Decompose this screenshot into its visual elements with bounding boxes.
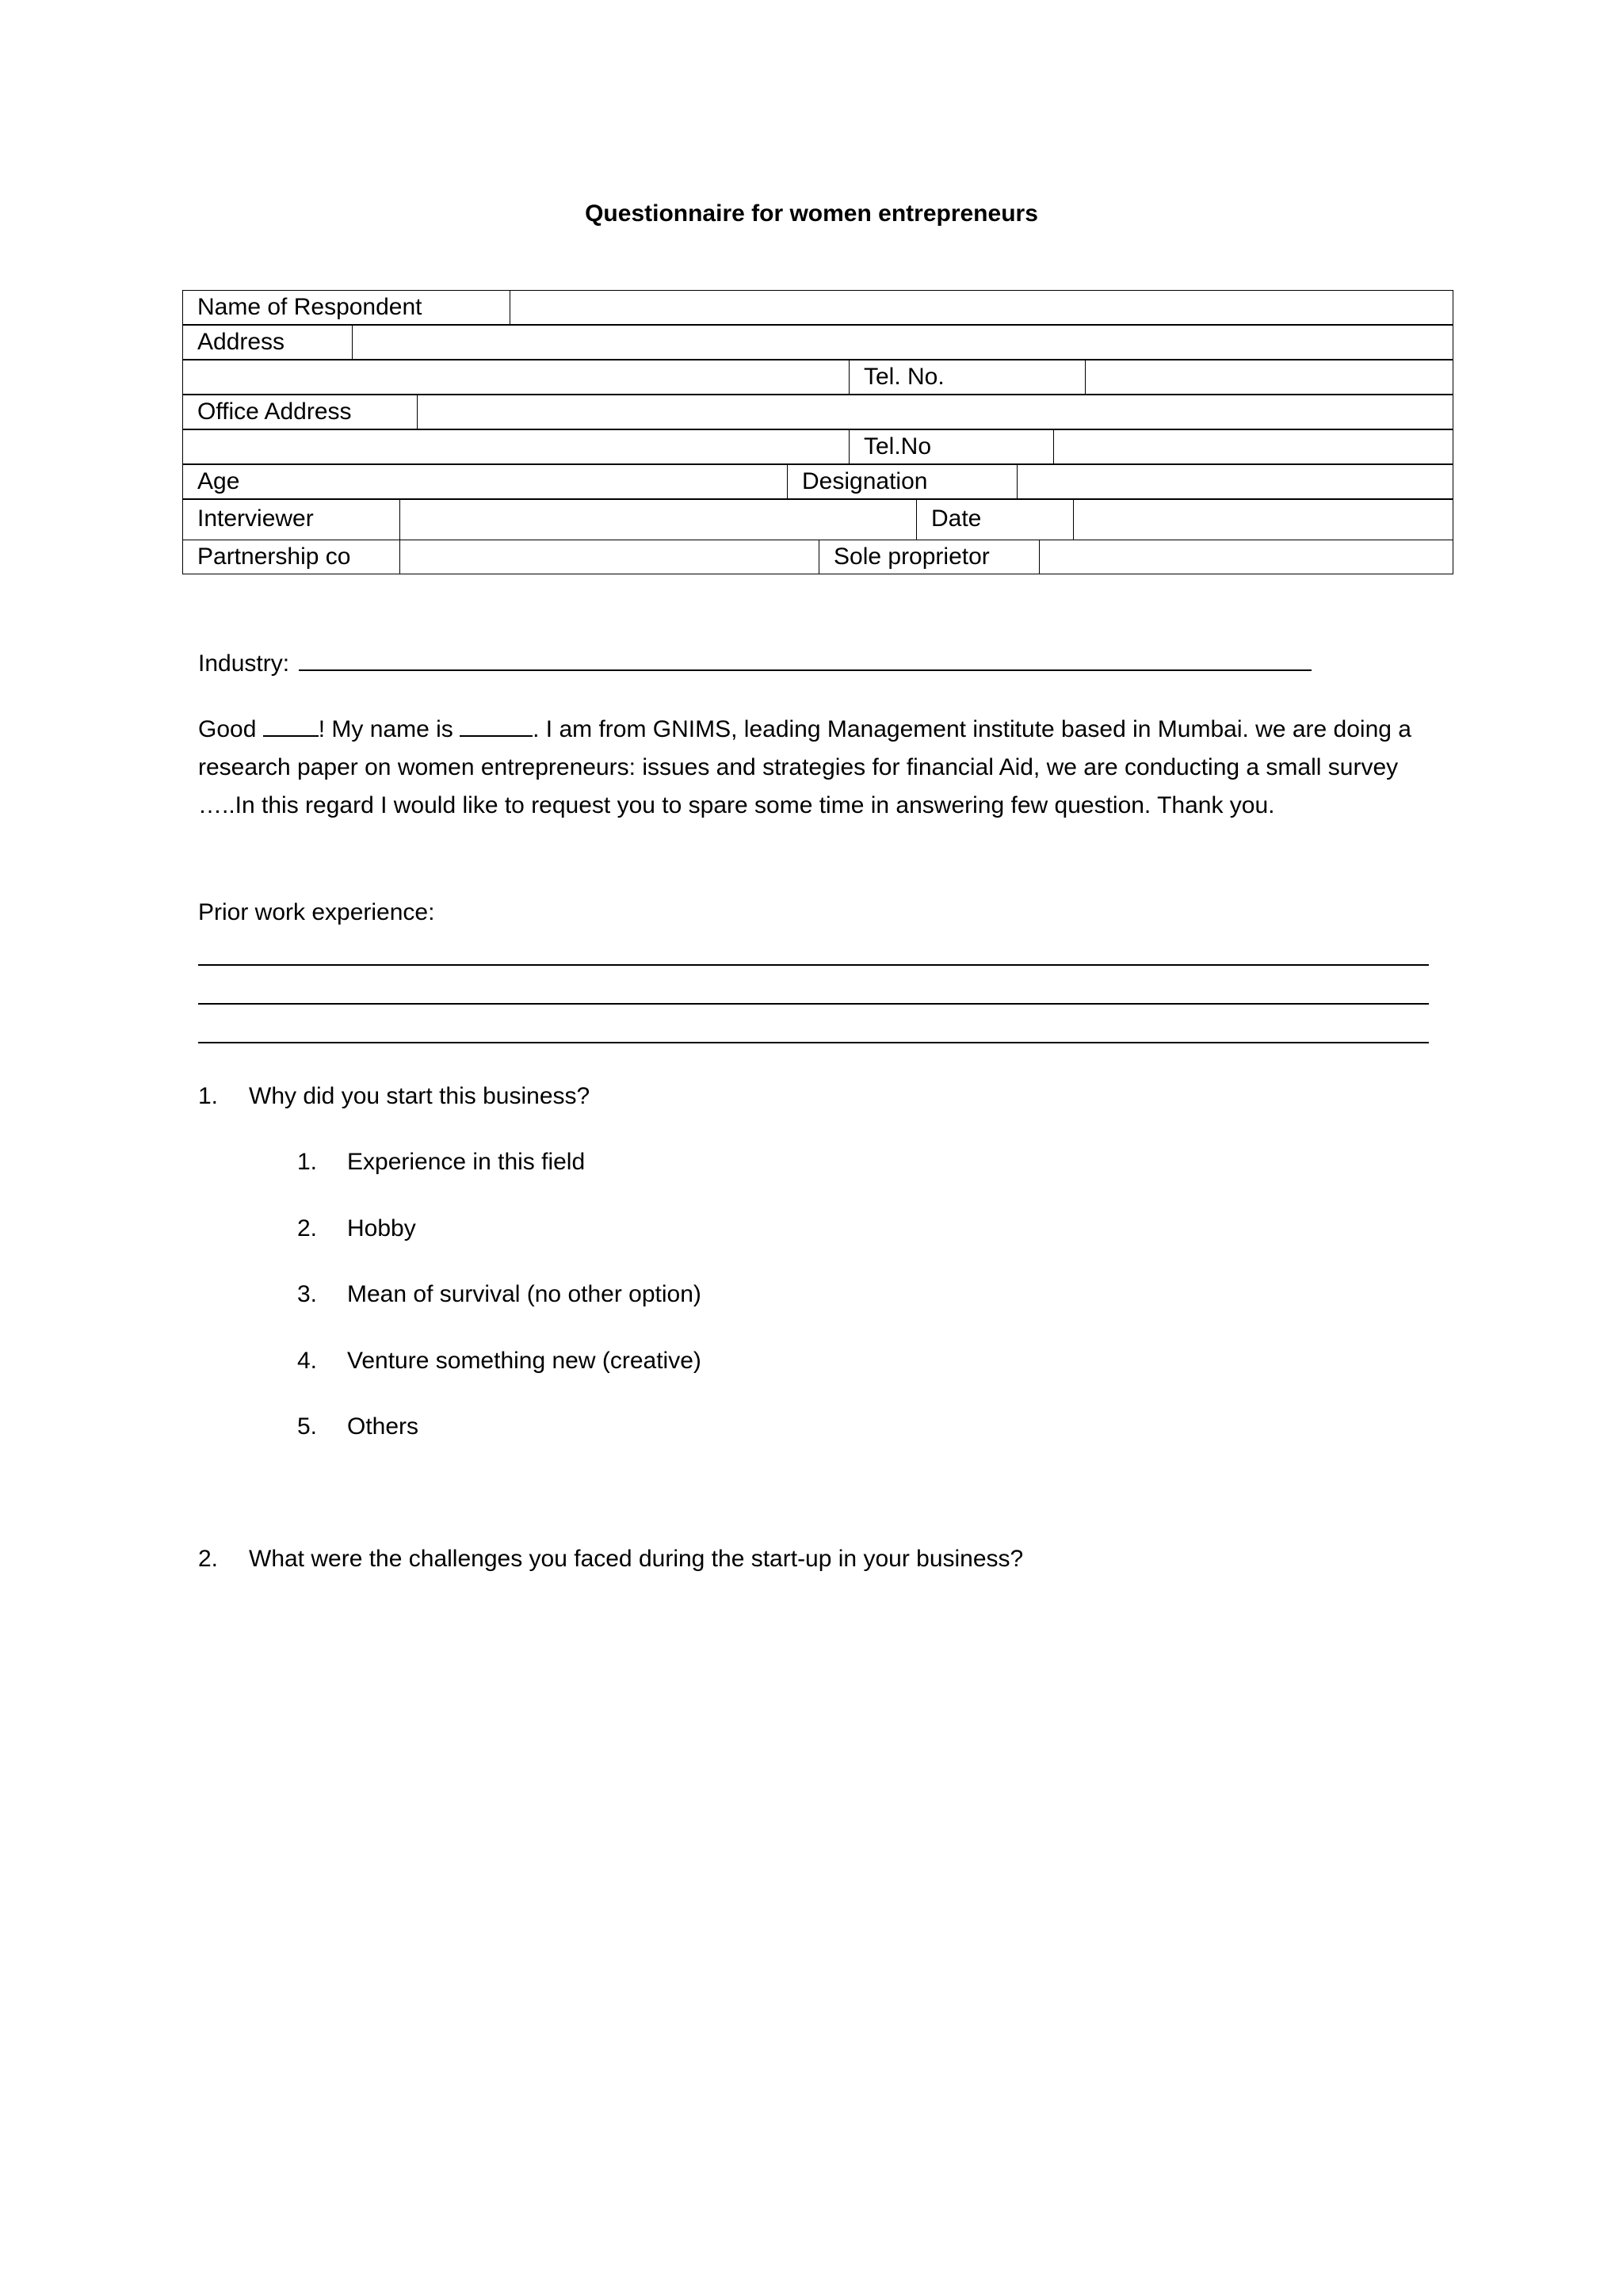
partnership-field[interactable] (399, 540, 819, 574)
interviewer-field[interactable] (399, 499, 917, 540)
question-number: 2. (198, 1546, 219, 1572)
option-number: 1. (297, 1149, 318, 1175)
option-experience[interactable]: Experience in this field (347, 1149, 586, 1175)
address-field[interactable] (352, 325, 1453, 360)
greeting-blank[interactable] (263, 713, 319, 737)
prior-experience-label: Prior work experience: (198, 899, 435, 925)
office-tel-label: Tel.No (849, 429, 1054, 464)
option-number: 3. (297, 1281, 318, 1307)
prior-experience-line-3[interactable] (198, 1042, 1429, 1043)
option-number: 4. (297, 1348, 318, 1374)
tel-label: Tel. No. (849, 360, 1086, 395)
date-label: Date (916, 499, 1074, 540)
row-address (182, 325, 1453, 360)
date-field[interactable] (1073, 499, 1453, 540)
option-number: 5. (297, 1413, 318, 1440)
sole-proprietor-field[interactable] (1039, 540, 1453, 574)
question-number: 1. (198, 1083, 219, 1109)
office-address-field-line2[interactable] (182, 429, 850, 464)
option-venture[interactable]: Venture something new (creative) (347, 1348, 701, 1374)
row-name (182, 290, 1453, 325)
prior-experience-line-2[interactable] (198, 1003, 1429, 1005)
name-label: Name of Respondent (182, 290, 510, 325)
row-business-type (182, 540, 1453, 574)
name-blank[interactable] (460, 713, 533, 737)
intro-name-prefix: ! My name is (318, 716, 460, 742)
name-field[interactable] (510, 290, 1453, 325)
row-address-tel (182, 360, 1453, 395)
address-label: Address (182, 325, 353, 360)
row-office-address (182, 395, 1453, 429)
sole-proprietor-label: Sole proprietor (819, 540, 1040, 574)
option-others[interactable]: Others (347, 1413, 419, 1440)
designation-field[interactable] (1017, 464, 1453, 499)
industry-label: Industry: (198, 650, 290, 677)
question-text: What were the challenges you faced during the start-up in your business? (249, 1546, 1024, 1572)
intro-body: . I am from GNIMS, leading Management institute based in Mumbai. we are doing a research paper on women entrepreneurs: issues and strategies for financial Aid, we are conducting a small survey …..In this regard I would like to request you to spare some time in answering few question. Thank you. (198, 716, 1411, 818)
intro-paragraph (198, 711, 1434, 825)
address-field-line2[interactable] (182, 360, 850, 395)
partnership-label: Partnership co (182, 540, 400, 574)
question-text: Why did you start this business? (249, 1083, 590, 1109)
tel-field[interactable] (1085, 360, 1453, 395)
office-address-label: Office Address (182, 395, 418, 429)
option-hobby[interactable]: Hobby (347, 1215, 416, 1241)
page-title: Questionnaire for women entrepreneurs (585, 200, 1038, 227)
industry-line (198, 645, 1312, 683)
interviewer-label: Interviewer (182, 499, 400, 540)
row-age-designation (182, 464, 1453, 499)
row-office-tel (182, 429, 1453, 464)
row-interviewer-date (182, 499, 1453, 540)
industry-blank[interactable] (299, 647, 1312, 671)
option-number: 2. (297, 1215, 318, 1241)
prior-experience-line-1[interactable] (198, 964, 1429, 966)
designation-label: Designation (787, 464, 1018, 499)
age-label: Age (182, 464, 788, 499)
office-tel-field[interactable] (1053, 429, 1453, 464)
option-survival[interactable]: Mean of survival (no other option) (347, 1281, 701, 1307)
office-address-field[interactable] (417, 395, 1453, 429)
intro-greeting: Good (198, 716, 263, 742)
